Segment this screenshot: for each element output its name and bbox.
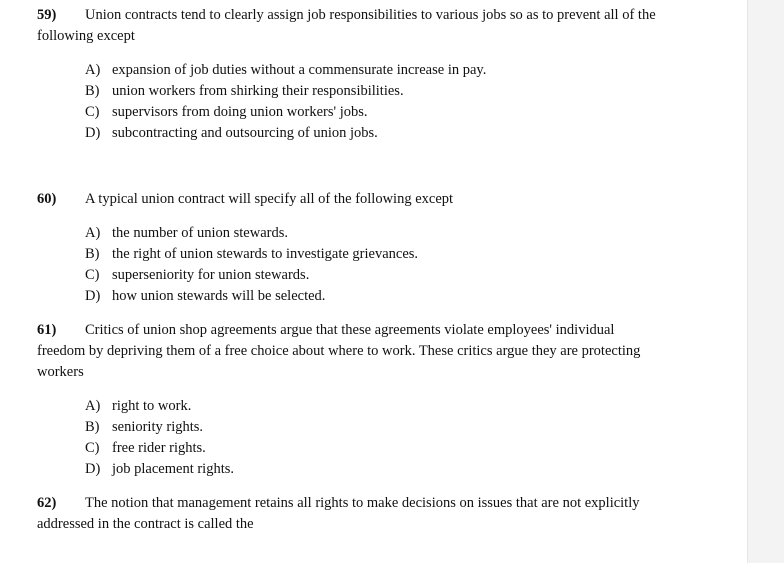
option-d	[85, 123, 645, 144]
option-letter: B)	[85, 83, 100, 99]
option-text: right to work.	[112, 398, 192, 414]
option-letter: A)	[85, 398, 101, 414]
option-c	[85, 438, 645, 459]
option-d	[85, 459, 645, 480]
question-text: Union contracts tend to clearly assign job responsibilities to various jobs so as to prevent all of the following except	[37, 7, 656, 44]
option-text: the number of union stewards.	[112, 225, 288, 241]
question-number: 61)	[37, 322, 57, 338]
option-a	[85, 223, 645, 244]
question-text: A typical union contract will specify all of the following except	[85, 191, 454, 207]
question-text: The notion that management retains all rights to make decisions on issues that are not explicitly addressed in the contract is called the	[37, 495, 640, 532]
option-b	[85, 81, 645, 102]
question-61	[37, 320, 657, 383]
option-text: union workers from shirking their responsibilities.	[112, 83, 404, 99]
option-text: expansion of job duties without a commensurate increase in pay.	[112, 62, 487, 78]
option-a	[85, 396, 645, 417]
question-60	[37, 189, 657, 210]
option-text: supervisors from doing union workers' jobs.	[112, 104, 368, 120]
question-59	[37, 5, 657, 47]
option-a	[85, 60, 645, 81]
option-text: subcontracting and outsourcing of union jobs.	[112, 125, 378, 141]
question-59-options	[85, 60, 645, 144]
option-letter: B)	[85, 419, 100, 435]
option-letter: C)	[85, 440, 100, 456]
option-letter: D)	[85, 461, 101, 477]
option-c	[85, 265, 645, 286]
option-text: job placement rights.	[112, 461, 235, 477]
question-number: 60)	[37, 191, 57, 207]
option-text: superseniority for union stewards.	[112, 267, 310, 283]
option-letter: A)	[85, 62, 101, 78]
option-b	[85, 417, 645, 438]
option-letter: D)	[85, 288, 101, 304]
question-number: 62)	[37, 495, 57, 511]
option-d	[85, 286, 645, 307]
option-letter: C)	[85, 267, 100, 283]
question-text: Critics of union shop agreements argue that these agreements violate employees' individual freedom by depriving them of a free choice about where to work. These critics argue they are protecting workers	[37, 322, 641, 380]
question-number: 59)	[37, 7, 57, 23]
option-c	[85, 102, 645, 123]
question-61-options	[85, 396, 645, 480]
option-letter: D)	[85, 125, 101, 141]
option-text: the right of union stewards to investigate grievances.	[112, 246, 419, 262]
option-letter: B)	[85, 246, 100, 262]
option-text: how union stewards will be selected.	[112, 288, 326, 304]
question-62	[37, 493, 657, 535]
option-text: free rider rights.	[112, 440, 206, 456]
question-60-options	[85, 223, 645, 307]
option-letter: C)	[85, 104, 100, 120]
option-letter: A)	[85, 225, 101, 241]
scrollbar-track[interactable]	[747, 0, 784, 563]
option-text: seniority rights.	[112, 419, 204, 435]
option-b	[85, 244, 645, 265]
